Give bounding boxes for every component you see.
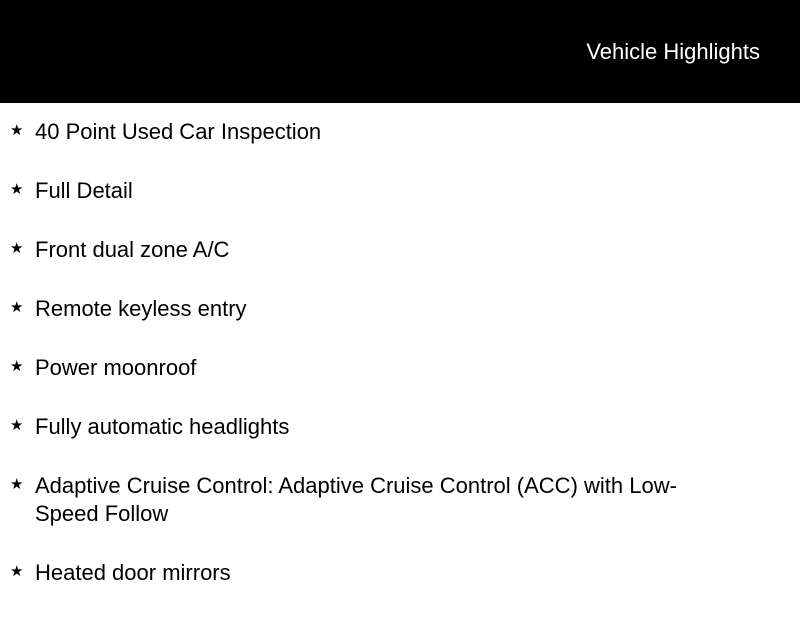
- star-icon: ★: [10, 121, 24, 139]
- star-icon: ★: [10, 239, 24, 257]
- highlight-text: Power moonroof: [35, 355, 197, 380]
- star-icon: ★: [10, 298, 24, 316]
- highlight-text: 40 Point Used Car Inspection: [35, 119, 322, 144]
- star-icon: ★: [10, 180, 24, 198]
- highlight-text: Adaptive Cruise Control: Adaptive Cruise Control (ACC) with Low-Speed Follow: [35, 473, 677, 526]
- list-item: [0, 354, 800, 382]
- star-icon: ★: [10, 475, 24, 493]
- highlight-text: Full Detail: [35, 178, 133, 203]
- highlight-text: Remote keyless entry: [35, 296, 247, 321]
- highlight-text: Heated door mirrors: [35, 560, 231, 585]
- list-item: [0, 559, 800, 587]
- highlights-list: [0, 118, 800, 618]
- list-item: [0, 295, 800, 323]
- star-icon: ★: [10, 416, 24, 434]
- page-title: Vehicle Highlights: [586, 39, 760, 64]
- star-icon: ★: [10, 562, 24, 580]
- list-item: [0, 472, 800, 528]
- star-icon: ★: [10, 357, 24, 375]
- list-item: [0, 236, 800, 264]
- highlight-text: Front dual zone A/C: [35, 237, 230, 262]
- list-item: [0, 177, 800, 205]
- list-item: [0, 413, 800, 441]
- list-item: [0, 118, 800, 146]
- header-bar: [0, 0, 800, 103]
- highlight-text: Fully automatic headlights: [35, 414, 290, 439]
